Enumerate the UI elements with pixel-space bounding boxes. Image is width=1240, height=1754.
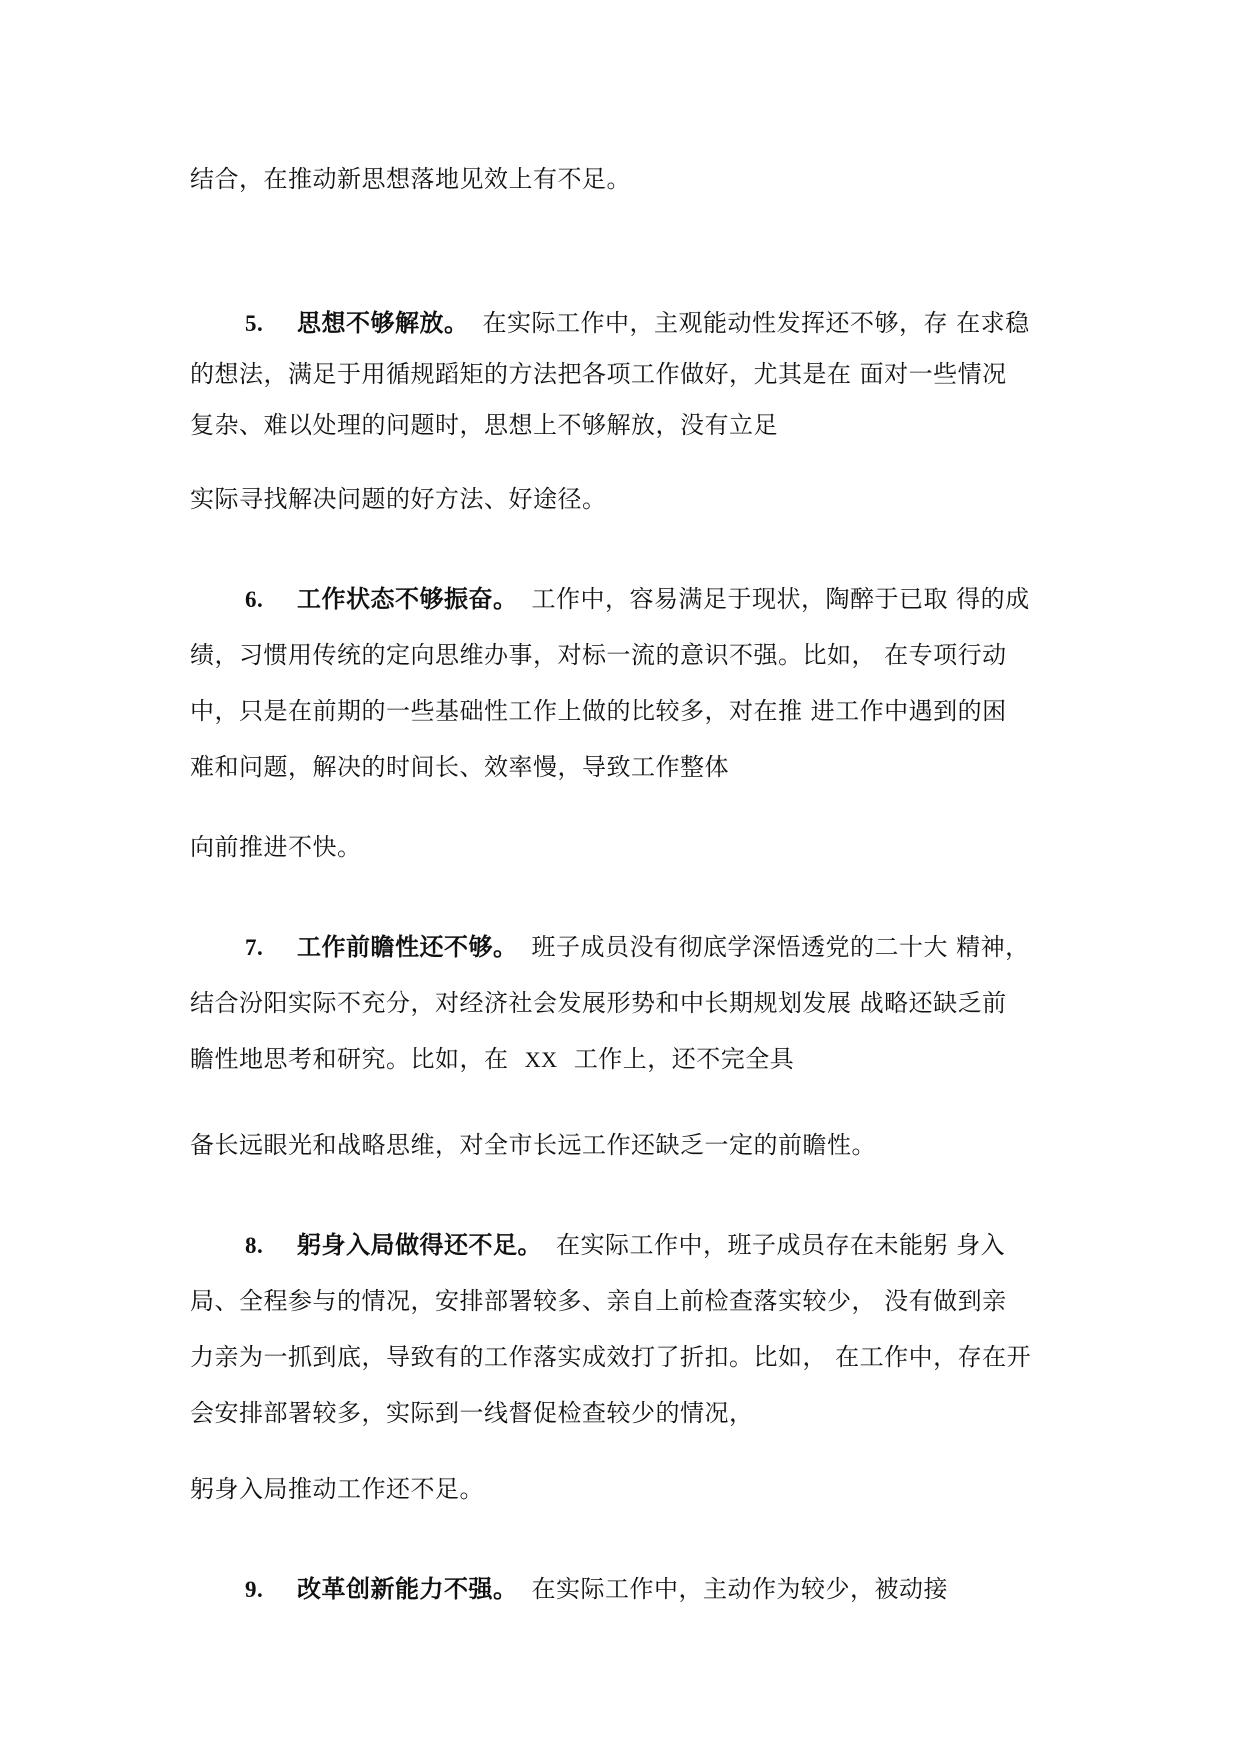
item-text: 在实际工作中，主观能动性发挥还不够，存 在求稳	[482, 309, 1030, 337]
item-number: 8.	[245, 1233, 264, 1258]
item-number: 5.	[245, 311, 264, 336]
item-heading: 工作状态不够振奋。	[297, 585, 518, 613]
paragraph-line: 复杂、难以处理的问题时，思想上不够解放，没有立足	[190, 411, 778, 439]
paragraph-line: 的想法，满足于用循规蹈矩的方法把各项工作做好，尤其是在 面对一些情况	[190, 360, 1007, 388]
paragraph-line	[190, 1042, 794, 1077]
paragraph-line: 实际寻找解决问题的好方法、好途径。	[190, 485, 607, 513]
item-text: 瞻性地思考和研究。比如，在	[190, 1045, 509, 1073]
paragraph-line: 会安排部署较多，实际到一线督促检查较少的情况，	[190, 1399, 754, 1427]
item-text: 在实际工作中，主动作为较少，被动接	[531, 1575, 948, 1603]
list-item-6-first-line	[245, 582, 1030, 617]
item-number: 6.	[245, 587, 264, 612]
paragraph-line: 绩，习惯用传统的定向思维办事，对标一流的意识不强。比如， 在专项行动	[190, 641, 1007, 669]
item-heading: 改革创新能力不强。	[297, 1575, 518, 1603]
paragraph-line: 躬身入局推动工作还不足。	[190, 1475, 484, 1503]
item-heading: 躬身入局做得还不足。	[297, 1231, 542, 1259]
list-item-7-first-line	[245, 930, 1030, 965]
paragraph-line: 向前推进不快。	[190, 833, 362, 861]
list-item-5-first-line	[245, 306, 1030, 341]
item-text: 工作中，容易满足于现状，陶醉于已取 得的成	[531, 585, 1030, 613]
paragraph-line: 难和问题，解决的时间长、效率慢，导致工作整体	[190, 753, 729, 781]
item-text: 在实际工作中，班子成员存在未能躬 身入	[556, 1231, 1006, 1259]
item-heading: 思想不够解放。	[297, 309, 469, 337]
list-item-8-first-line	[245, 1228, 1005, 1263]
item-text: 工作上，还不完全具	[573, 1045, 795, 1073]
list-item-9-first-line	[245, 1572, 948, 1607]
item-number: 7.	[245, 935, 264, 960]
placeholder-code: XX	[524, 1047, 558, 1072]
paragraph-line: 备长远眼光和战略思维，对全市长远工作还缺乏一定的前瞻性。	[190, 1131, 876, 1159]
paragraph-line: 结合汾阳实际不充分，对经济社会发展形势和中长期规划发展 战略还缺乏前	[190, 989, 1007, 1017]
paragraph-line: 中，只是在前期的一些基础性工作上做的比较多，对在推 进工作中遇到的困	[190, 697, 1007, 725]
item-text: 班子成员没有彻底学深悟透党的二十大 精神，	[531, 933, 1030, 961]
paragraph-line: 局、全程参与的情况，安排部署较多、亲自上前检查落实较少， 没有做到亲	[190, 1287, 1007, 1315]
item-number: 9.	[245, 1577, 264, 1602]
paragraph-line: 力亲为一抓到底，导致有的工作落实成效打了折扣。比如， 在工作中，存在开	[190, 1343, 1032, 1371]
item-heading: 工作前瞻性还不够。	[297, 933, 518, 961]
paragraph-line: 结合，在推动新思想落地见效上有不足。	[190, 165, 631, 193]
